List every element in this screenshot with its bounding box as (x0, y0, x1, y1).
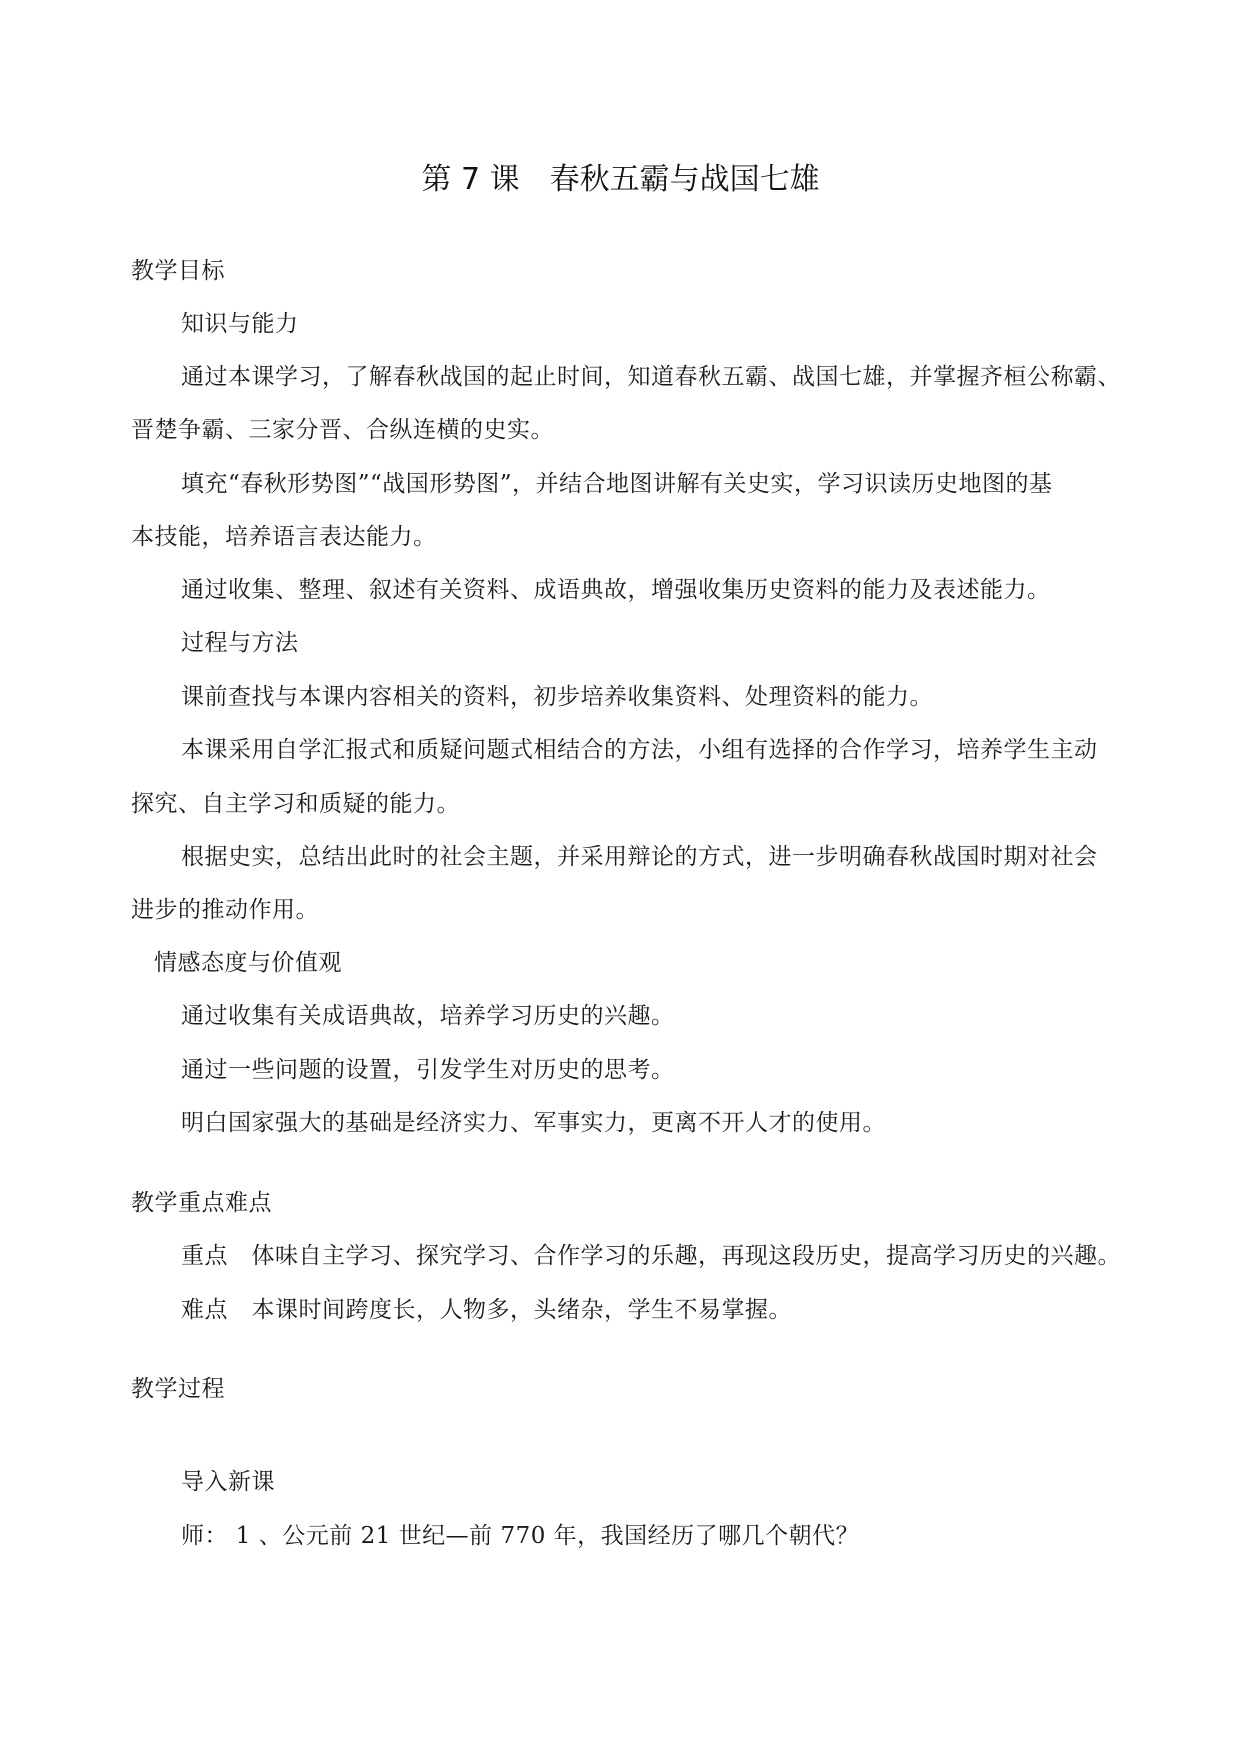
paragraph-line: 晋楚争霸、三家分晋、合纵连横的史实。 (131, 417, 554, 443)
paragraph-line: 本课采用自学汇报式和质疑问题式相结合的方法，小组有选择的合作学习，培养学生主动 (181, 737, 1098, 763)
subheading-knowledge-ability: 知识与能力 (181, 311, 299, 337)
section-heading-teaching-goals: 教学目标 (131, 258, 225, 284)
subheading-intro: 导入新课 (181, 1469, 275, 1495)
paragraph-line: 明白国家强大的基础是经济实力、军事实力，更离不开人才的使用。 (181, 1110, 886, 1136)
key-point-line: 重点 体味自主学习、探究学习、合作学习的乐趣，再现这段历史，提高学习历史的兴趣。 (181, 1243, 1121, 1269)
paragraph-line: 探究、自主学习和质疑的能力。 (131, 791, 460, 817)
paragraph-line: 根据史实，总结出此时的社会主题，并采用辩论的方式，进一步明确春秋战国时期对社会 (181, 844, 1098, 870)
paragraph-line: 本技能，培养语言表达能力。 (131, 524, 437, 550)
page-title: 第 7 课 春秋五霸与战国七雄 (421, 162, 820, 197)
paragraph-line: 课前查找与本课内容相关的资料，初步培养收集资料、处理资料的能力。 (181, 684, 933, 710)
paragraph-line: 通过一些问题的设置，引发学生对历史的思考。 (181, 1057, 675, 1083)
subheading-emotion-values: 情感态度与价值观 (154, 950, 342, 976)
difficult-point-line: 难点 本课时间跨度长，人物多，头绪杂，学生不易掌握。 (181, 1297, 792, 1323)
section-heading-teaching-process: 教学过程 (131, 1376, 225, 1402)
subheading-process-method: 过程与方法 (181, 630, 299, 656)
paragraph-line: 填充“春秋形势图”“战国形势图”，并结合地图讲解有关史实，学习识读历史地图的基 (181, 471, 1053, 497)
question-line: 师： 1 、公元前 21 世纪—前 770 年，我国经历了哪几个朝代？ (181, 1523, 860, 1549)
paragraph-line: 通过收集有关成语典故，培养学习历史的兴趣。 (181, 1003, 675, 1029)
paragraph-line: 进步的推动作用。 (131, 897, 319, 923)
paragraph-line: 通过收集、整理、叙述有关资料、成语典故，增强收集历史资料的能力及表述能力。 (181, 577, 1051, 603)
paragraph-line: 通过本课学习，了解春秋战国的起止时间，知道春秋五霸、战国七雄，并掌握齐桓公称霸、 (181, 364, 1121, 390)
section-heading-key-difficult: 教学重点难点 (131, 1190, 272, 1216)
